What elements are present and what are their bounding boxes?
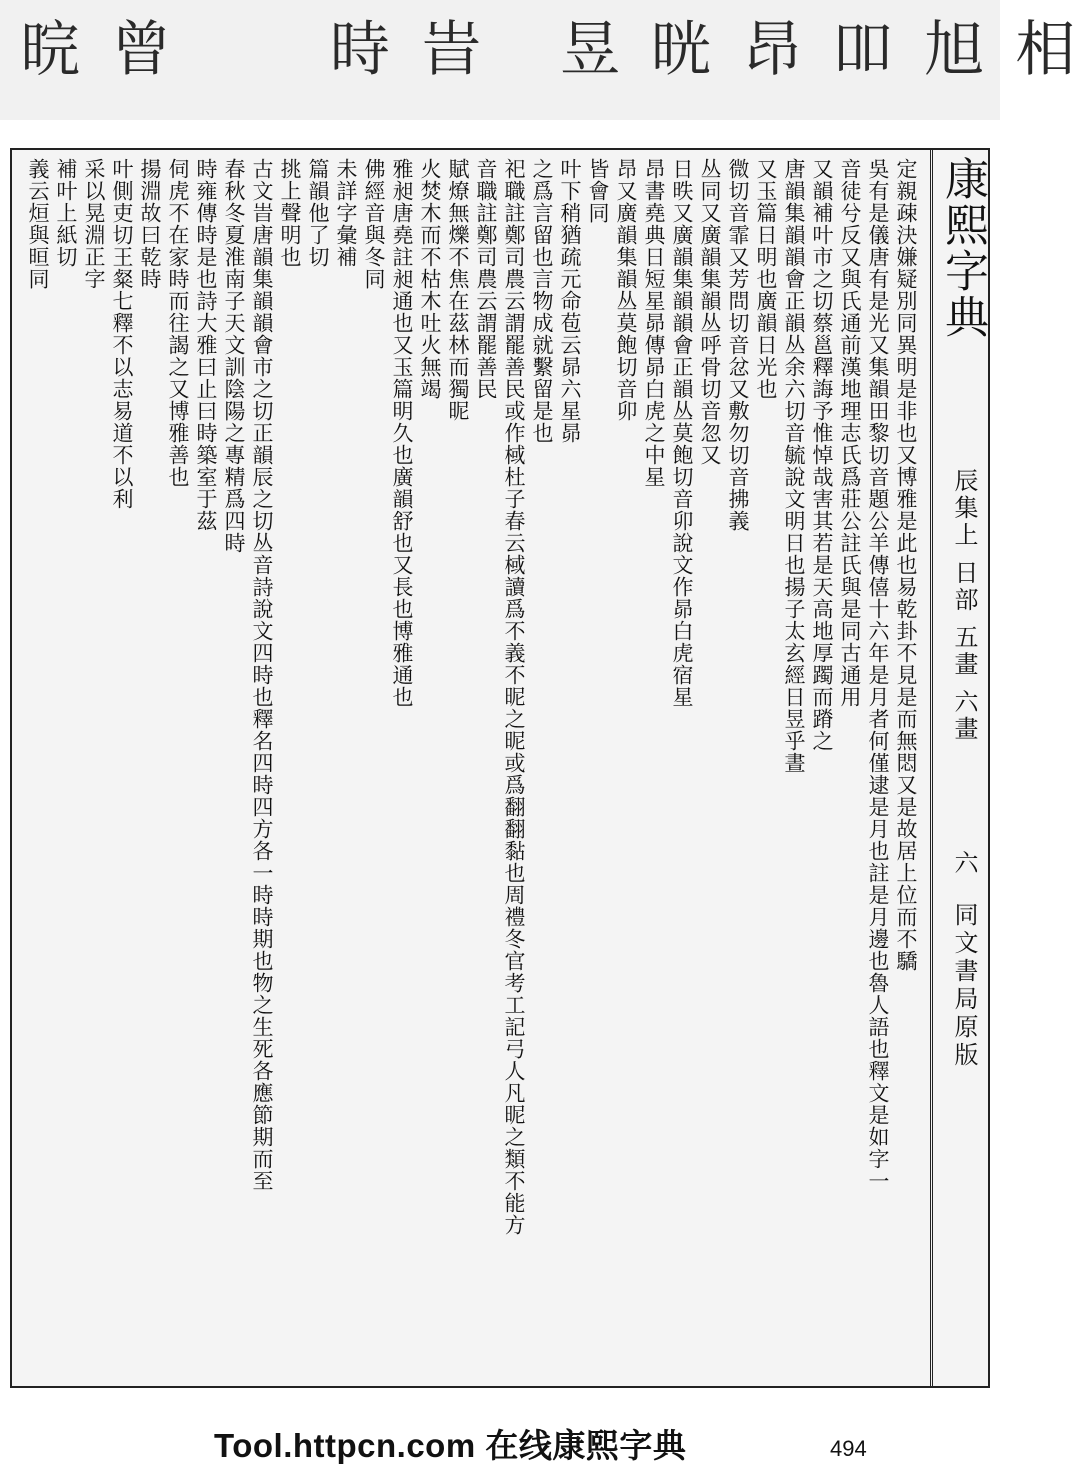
radical-label: 日部 xyxy=(950,559,978,614)
text-column: 吳有是儀唐有是光又集韻田黎切音題公羊傳僖十六年是月者何僅逮是月也註是月邊也魯人語也釋文是如字一 xyxy=(866,158,890,1192)
text-column: 微切音霏又芳問切音忿又敷勿切音拂義 xyxy=(726,158,750,532)
text-column: 音職註鄭司農云謂罷善民 xyxy=(474,158,498,400)
page-number: 494 xyxy=(830,1436,867,1461)
text-column: 昂書堯典日短星昴傳昴白虎之中星 xyxy=(642,158,666,488)
page-number-chinese: 六 xyxy=(950,850,978,874)
book-title: 康熙字典 xyxy=(937,156,988,340)
publisher-label: 同文書局原版 xyxy=(950,902,978,1070)
text-column: 篇韻他了切 xyxy=(306,158,330,268)
text-column: 叶下稍猶疏元命苞云昴六星昴 xyxy=(558,158,582,444)
text-column: 賦燎無爍不焦在茲林而獨昵 xyxy=(446,158,470,422)
text-column: 祀職註鄭司農云謂罷善民或作棫杜子春云棫讀爲不義不昵之昵或爲翻翻黏也周禮冬官考工記弓人凡昵之類不能方 xyxy=(502,158,526,1236)
seal-right: 昱 晄 昂 吅 旭 相 xyxy=(560,15,1081,85)
text-column: 佛經音與冬同 xyxy=(362,158,386,290)
section-info xyxy=(943,468,983,743)
seal-left: 晥 曾 xyxy=(20,15,178,85)
text-column: 昂又廣韻集韻丛莫飽切音卯 xyxy=(614,158,638,422)
text-column: 義云烜與晅同 xyxy=(26,158,50,290)
text-column: 日昳又廣韻集韻韻會正韻丛莫飽切音卯說文作昴白虎宿星 xyxy=(670,158,694,708)
text-column: 定親疎決嫌疑別同異明是非也又博雅是此也易乾卦不見是而無悶又是故居上位而不驕 xyxy=(894,158,918,972)
dictionary-page xyxy=(10,148,990,1388)
text-column: 補叶上紙切 xyxy=(54,158,78,268)
text-column: 皆會同 xyxy=(586,158,610,224)
text-column: 古文旹唐韻集韻韻會市之切正韻辰之切丛音詩說文四時也釋名四時四方各一時時期也物之生死各應節期而至 xyxy=(250,158,274,1192)
text-area xyxy=(20,158,920,1378)
text-column: 又韻補叶市之切蔡邕釋誨予惟悼哉害其若是天高地厚躅而蹐之 xyxy=(810,158,834,752)
text-column: 叶側吏切王粲七釋不以志易道不以利 xyxy=(110,158,134,510)
text-column: 采以晃淵正字 xyxy=(82,158,106,290)
text-column: 伺虎不在家時而往謁之又博雅善也 xyxy=(166,158,190,488)
text-column: 春秋冬夏淮南子天文訓陰陽之專精爲四時 xyxy=(222,158,246,554)
seal-script-strip xyxy=(0,0,1081,120)
text-column: 又玉篇日明也廣韻日光也 xyxy=(754,158,778,400)
stroke-label: 五畫 六畫 xyxy=(950,624,978,743)
text-column: 揚淵故曰乾時 xyxy=(138,158,162,290)
text-column: 時雍傳時是也詩大雅曰止曰時築室于茲 xyxy=(194,158,218,532)
text-column: 挑上聲明也 xyxy=(278,158,302,268)
collection-label: 辰集上 xyxy=(950,468,978,549)
text-column: 音徒兮反又與氏通前漢地理志氏爲莊公註氏與是同古通用 xyxy=(838,158,862,708)
text-column: 唐韻集韻韻會正韻丛余六切音毓說文明日也揚子太玄經日昱乎晝 xyxy=(782,158,806,774)
site-watermark: Tool.httpcn.com 在线康熙字典 xyxy=(214,1427,687,1464)
text-column: 火焚木而不枯木吐火無竭 xyxy=(418,158,442,400)
text-column: 之爲言留也言物成就繫留是也 xyxy=(530,158,554,444)
text-column: 丛同又廣韻集韻丛呼骨切音忽又 xyxy=(698,158,722,466)
seal-middle: 時 旹 xyxy=(330,15,488,85)
text-column: 未詳字彙補 xyxy=(334,158,358,268)
text-column: 雅昶唐堯註昶通也又玉篇明久也廣韻舒也又長也博雅通也 xyxy=(390,158,414,708)
page-header-column xyxy=(930,150,988,1386)
footer xyxy=(0,1410,1000,1470)
